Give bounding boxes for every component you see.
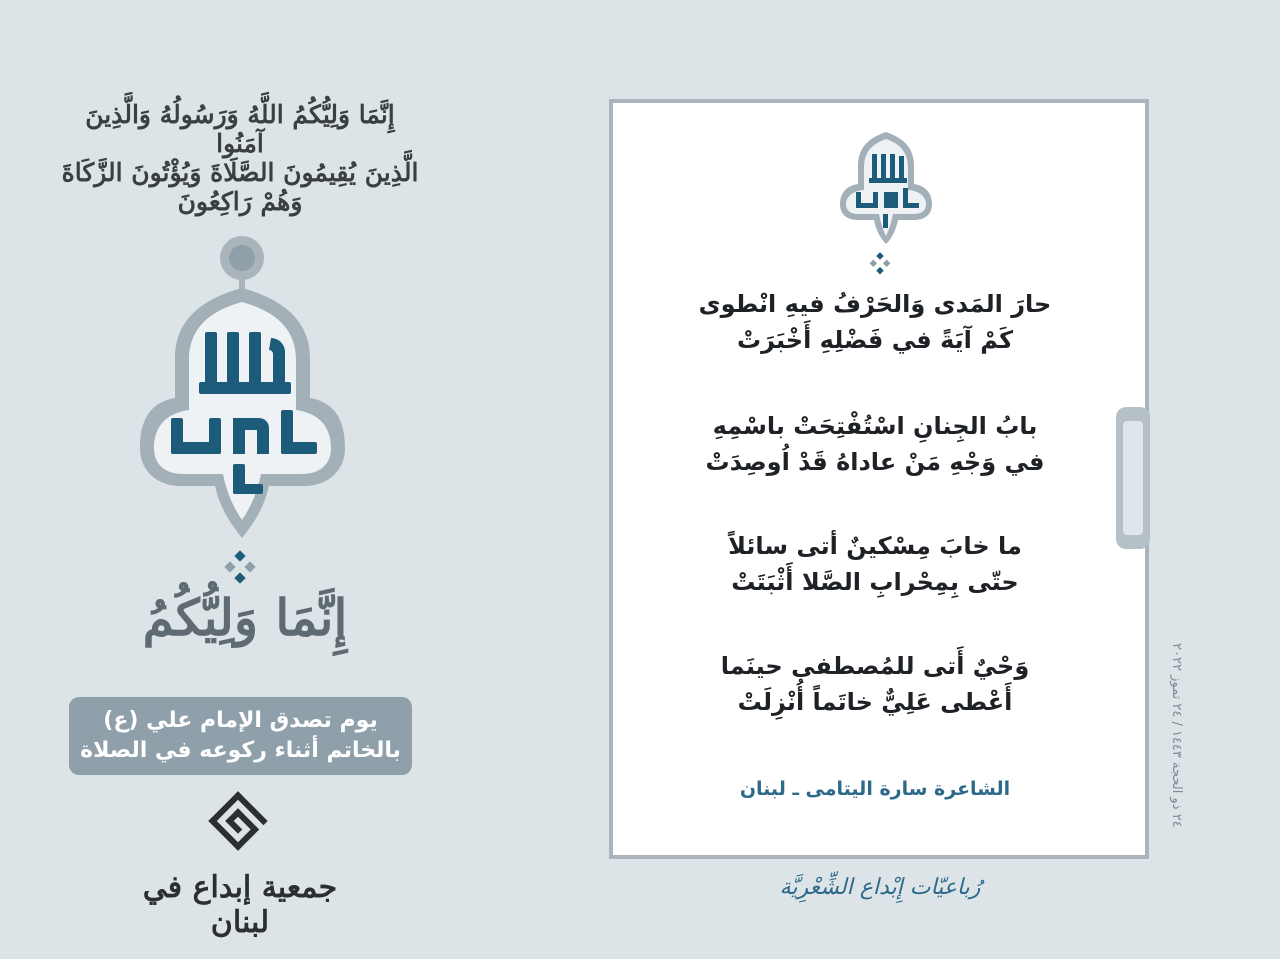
square-kufic-logo-icon <box>207 790 269 852</box>
stanza-line: حتّى بِمِحْرابِ الصَّلا أَثْبَتَتْ <box>731 568 1019 596</box>
ali-wali-allah-emblem-icon <box>135 228 350 558</box>
occasion-line1: يوم تصدق الإمام علي (ع) <box>103 708 378 733</box>
stanza-line: ما خابَ مِسْكينٌ أتى سائلاً <box>728 532 1022 560</box>
poem-stanza <box>640 286 1110 358</box>
stanza-line: وَحْيٌ أَتى للمُصطفى حينَما <box>720 652 1030 680</box>
occasion-line2: بالخاتم أثناء ركوعه في الصلاة <box>80 738 401 763</box>
poem-stanza <box>640 648 1110 720</box>
slogan-calligraphy: إِنَّمَا وَلِيُّكُمُ <box>142 588 348 647</box>
association-name: جمعية إبداع في لبنان <box>142 870 338 940</box>
date-vertical: ٢٤ ذو الحجة ١٤٤٣ / ٢٤ تموز ٢٠٢٢ <box>1169 642 1184 828</box>
poet-credit: الشاعرة سارة اليتامى ـ لبنان <box>739 778 1011 800</box>
stanza-line: بابُ الجِنانِ اسْتُفْتِحَتْ باسْمِهِ <box>712 412 1038 440</box>
poem-stanza <box>640 408 1110 480</box>
left-panel <box>0 0 480 959</box>
ali-wali-allah-emblem-small-icon <box>836 128 936 248</box>
occasion-box <box>69 697 412 775</box>
diamond-mark-small-icon <box>868 252 892 276</box>
quran-verse-line1: إِنَّمَا وَلِيُّكُمُ اللَّهُ وَرَسُولُهُ وَالَّذِينَ آمَنُوا <box>85 100 395 158</box>
stanza-line: أَعْطى عَلِيٌّ خاتَماً أُنْزِلَتْ <box>737 688 1013 716</box>
diamond-mark-icon <box>222 550 258 586</box>
side-tab-right <box>1116 407 1150 549</box>
stanza-line: حارَ المَدى وَالحَرْفُ فيهِ انْطوى <box>698 290 1052 318</box>
poem-stanza <box>640 528 1110 600</box>
stanza-line: كَمْ آيَةً في فَضْلِهِ أَخْبَرَتْ <box>736 326 1014 354</box>
series-title: رُباعيّات إِبْداع الشِّعْرِيَّة <box>779 875 981 900</box>
stanza-line: في وَجْهِ مَنْ عاداهُ قَدْ اُوصِدَتْ <box>705 448 1045 476</box>
quran-verse-line2: الَّذِينَ يُقِيمُونَ الصَّلَاةَ وَيُؤْتُونَ الزَّكَاةَ وَهُمْ رَاكِعُونَ <box>61 158 419 216</box>
